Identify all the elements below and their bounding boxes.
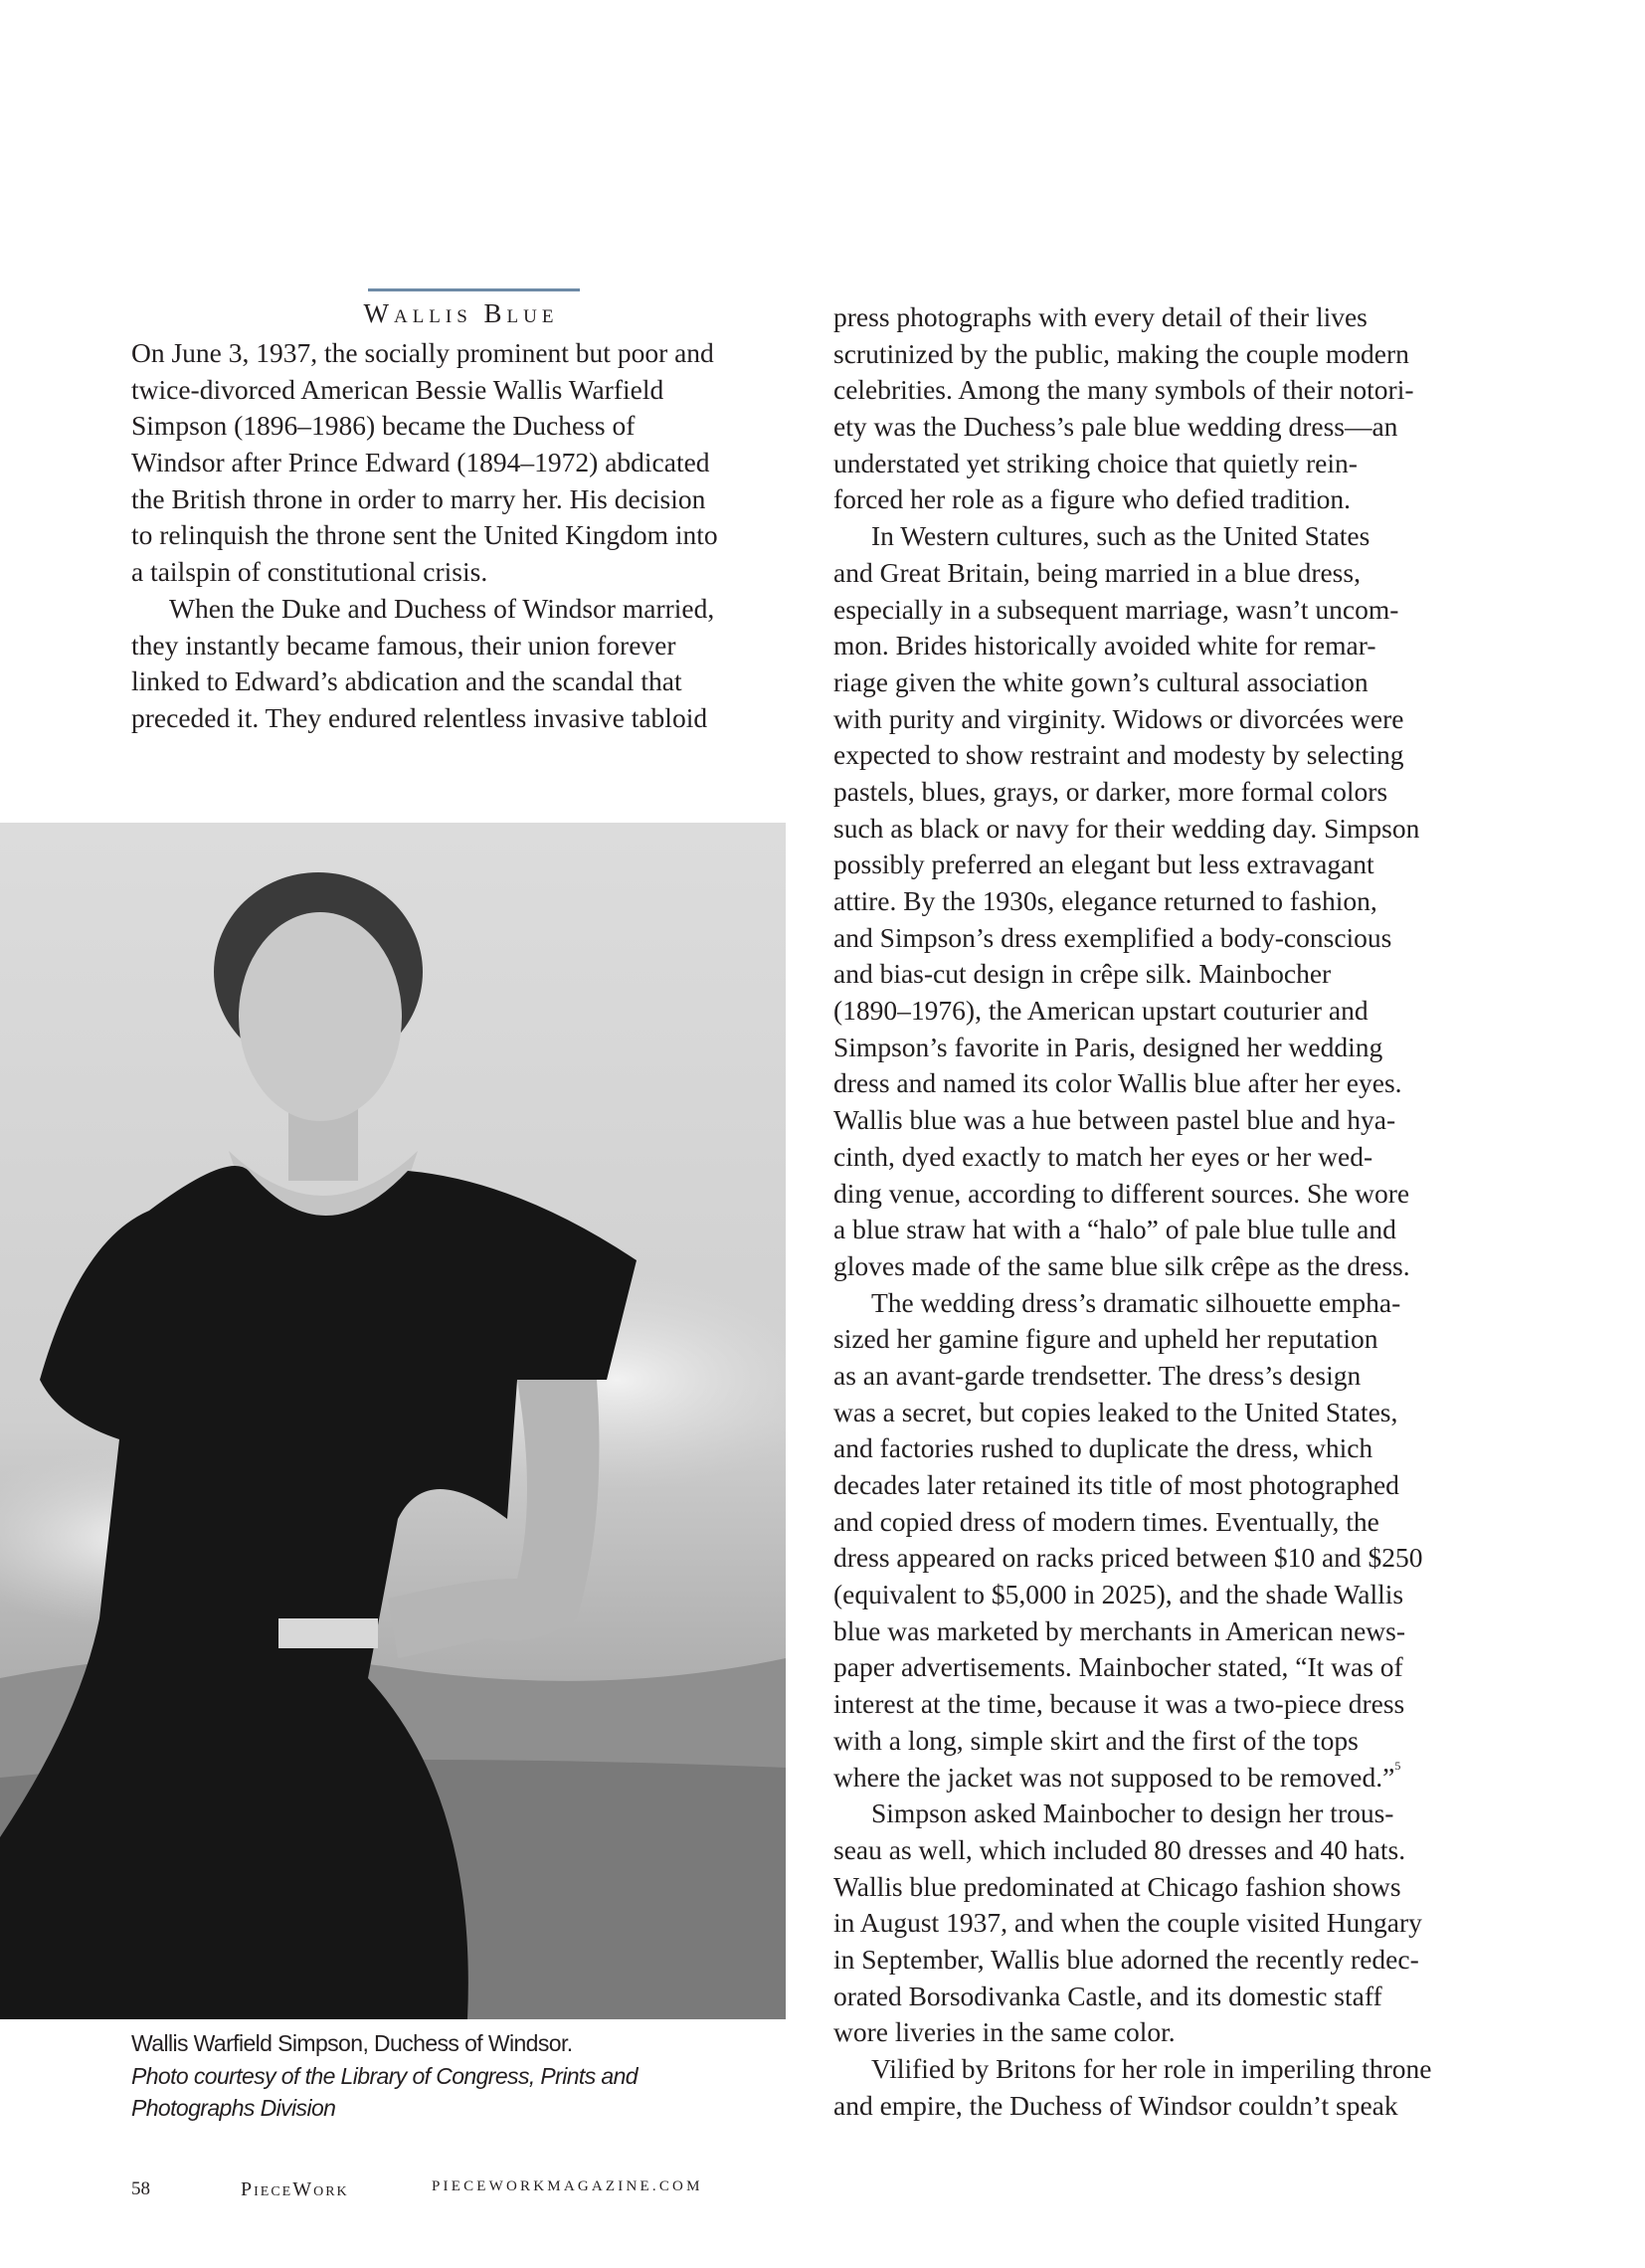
line-text: ding venue, according to different sources. She wore (833, 1177, 1410, 1209)
line-text: seau as well, which included 80 dresses and 40 hats. (833, 1833, 1406, 1865)
line-text: (equivalent to $5,000 in 2025), and the shade Wallis (833, 1579, 1404, 1610)
line-text: The wedding dress’s dramatic silhouette empha- (871, 1286, 1401, 1318)
text-line (131, 408, 798, 445)
text-line (833, 1212, 1500, 1248)
line-text: Simpson (1896–1986) became the Duchess of (131, 410, 636, 442)
magazine-url: PIECEWORKMAGAZINE.COM (432, 2178, 703, 2194)
text-line (833, 518, 1500, 555)
text-line (833, 737, 1500, 774)
line-text: and bias-cut design in crêpe silk. Mainbocher (833, 958, 1332, 990)
section-title: Wallis Blue (363, 298, 559, 328)
line-text: Windsor after Prince Edward (1894–1972) abdicated (131, 447, 710, 478)
text-line (833, 1176, 1500, 1213)
photo-caption (131, 2027, 638, 2125)
left-column (131, 335, 798, 737)
line-text: dress and named its color Wallis blue after her eyes. (833, 1067, 1402, 1099)
text-line (833, 2014, 1500, 2051)
photo-credit-line: Photographs Division (131, 2095, 336, 2121)
line-text: dress appeared on racks priced between $10 and $250 (833, 1542, 1423, 1574)
line-text: ety was the Duchess’s pale blue wedding dress—an (833, 411, 1398, 443)
line-text: Wallis blue was a hue between pastel blue and hya- (833, 1104, 1396, 1136)
magazine-name: PieceWork (241, 2178, 349, 2200)
line-text: especially in a subsequent marriage, wasn’t uncom- (833, 593, 1399, 625)
text-line (833, 555, 1500, 592)
line-text: orated Borsodivanka Castle, and its domestic staff (833, 1980, 1382, 2011)
text-line (833, 372, 1500, 409)
text-line (833, 2051, 1500, 2088)
line-text: the British throne in order to marry her. His decision (131, 482, 706, 514)
line-text: to relinquish the throne sent the United Kingdom into (131, 519, 718, 551)
footnote-marker: 5 (1394, 1758, 1401, 1773)
text-line (833, 1942, 1500, 1979)
text-line (833, 1321, 1500, 1358)
text-line (833, 1832, 1500, 1869)
text-line (833, 1869, 1500, 1906)
text-line (833, 1649, 1500, 1686)
text-line (833, 664, 1500, 701)
section-rule (368, 288, 580, 291)
text-line (833, 811, 1500, 848)
line-text: understated yet striking choice that quietly rein- (833, 447, 1358, 478)
line-text: possibly preferred an elegant but less extravagant (833, 849, 1374, 880)
line-text: Simpson’s favorite in Paris, designed her wedding (833, 1031, 1383, 1062)
line-text: scrutinized by the public, making the couple modern (833, 337, 1409, 369)
line-text: such as black or navy for their wedding day. Simpson (833, 812, 1420, 844)
line-text: as an avant-garde trendsetter. The dress’s design (833, 1359, 1362, 1391)
line-text: blue was marketed by merchants in American news- (833, 1614, 1406, 1646)
text-line (833, 299, 1500, 336)
line-text: in September, Wallis blue adorned the recently redec- (833, 1943, 1419, 1975)
text-line (833, 1102, 1500, 1139)
line-text: paper advertisements. Mainbocher stated, “It was of (833, 1651, 1403, 1683)
text-line (131, 481, 798, 518)
line-text: wore liveries in the same color. (833, 2016, 1176, 2048)
line-text: and copied dress of modern times. Eventually, the (833, 1505, 1379, 1537)
text-line (833, 481, 1500, 518)
text-line (833, 592, 1500, 629)
line-text: cinth, dyed exactly to match her eyes or her wed- (833, 1140, 1373, 1172)
line-text: and empire, the Duchess of Windsor couldn’t speak (833, 2089, 1398, 2121)
text-line (131, 628, 798, 664)
line-text: Wallis blue predominated at Chicago fashion shows (833, 1870, 1401, 1902)
line-text: with purity and virginity. Widows or divorcées were (833, 702, 1404, 734)
text-line (833, 956, 1500, 993)
line-text: forced her role as a figure who defied tradition. (833, 483, 1351, 515)
text-line (131, 663, 798, 700)
text-line (833, 1139, 1500, 1176)
line-text: riage given the white gown’s cultural association (833, 665, 1369, 697)
line-text: twice-divorced American Bessie Wallis Warfield (131, 373, 664, 405)
line-text: a blue straw hat with a “halo” of pale blue tulle and (833, 1214, 1396, 1245)
text-line (833, 446, 1500, 482)
line-text: where the jacket was not supposed to be removed.” (833, 1761, 1395, 1793)
text-line (833, 774, 1500, 811)
line-text: press photographs with every detail of their lives (833, 301, 1368, 332)
text-line (833, 1760, 1500, 1796)
line-text: (1890–1976), the American upstart couturier and (833, 995, 1369, 1027)
text-line (833, 409, 1500, 446)
text-line (131, 700, 798, 737)
line-text: Vilified by Britons for her role in imperiling throne (871, 2053, 1432, 2084)
line-text: and factories rushed to duplicate the dress, which (833, 1432, 1373, 1464)
line-text: pastels, blues, grays, or darker, more formal colors (833, 775, 1388, 807)
text-line (131, 517, 798, 554)
right-column (833, 299, 1500, 2124)
line-text: interest at the time, because it was a two-piece dress (833, 1688, 1405, 1720)
text-line (833, 1540, 1500, 1577)
line-text: mon. Brides historically avoided white for remar- (833, 630, 1376, 662)
text-line (131, 554, 798, 591)
text-line (833, 336, 1500, 373)
text-line (833, 1065, 1500, 1102)
line-text: gloves made of the same blue silk crêpe as the dress. (833, 1249, 1410, 1281)
line-text: and Great Britain, being married in a blue dress, (833, 556, 1361, 588)
text-line (131, 591, 798, 628)
photo-credit-line: Photo courtesy of the Library of Congress, Prints and (131, 2062, 638, 2089)
text-line (833, 1395, 1500, 1431)
line-text: and Simpson’s dress exemplified a body-conscious (833, 921, 1392, 953)
text-line (833, 1686, 1500, 1723)
text-line (833, 628, 1500, 664)
text-line (131, 372, 798, 409)
text-line (833, 1285, 1500, 1322)
text-line (833, 847, 1500, 883)
text-line (833, 1905, 1500, 1942)
text-line (833, 1358, 1500, 1395)
line-text: preceded it. They endured relentless invasive tabloid (131, 701, 708, 733)
line-text: expected to show restraint and modesty by selecting (833, 739, 1404, 771)
text-line (833, 1030, 1500, 1066)
text-line (833, 701, 1500, 738)
text-line (833, 1613, 1500, 1650)
line-text: a tailspin of constitutional crisis. (131, 556, 488, 588)
text-line (833, 1504, 1500, 1541)
caption-title: Wallis Warfield Simpson, Duchess of Windsor. (131, 2030, 573, 2056)
text-line (833, 1979, 1500, 2015)
line-text: in August 1937, and when the couple visited Hungary (833, 1907, 1422, 1939)
line-text: When the Duke and Duchess of Windsor married, (169, 592, 715, 624)
line-text: Simpson asked Mainbocher to design her trous- (871, 1797, 1394, 1829)
line-text: decades later retained its title of most photographed (833, 1469, 1399, 1500)
text-line (833, 1248, 1500, 1285)
text-line (833, 883, 1500, 920)
line-text: was a secret, but copies leaked to the United States, (833, 1396, 1398, 1427)
line-text: attire. By the 1930s, elegance returned to fashion, (833, 885, 1377, 916)
text-line (131, 335, 798, 372)
text-line (833, 1723, 1500, 1760)
text-line (833, 1577, 1500, 1613)
line-text: with a long, simple skirt and the first of the tops (833, 1724, 1359, 1756)
text-line (833, 993, 1500, 1030)
line-text: linked to Edward’s abdication and the scandal that (131, 665, 682, 697)
line-text: On June 3, 1937, the socially prominent but poor and (131, 337, 714, 368)
line-text: In Western cultures, such as the United States (871, 520, 1371, 552)
line-text: they instantly became famous, their union forever (131, 629, 676, 661)
line-text: celebrities. Among the many symbols of their notori- (833, 374, 1414, 406)
text-line (131, 445, 798, 481)
portrait-photo (0, 823, 786, 2019)
line-text: sized her gamine figure and upheld her reputation (833, 1323, 1378, 1355)
page-number: 58 (131, 2178, 150, 2199)
text-line (833, 1467, 1500, 1504)
text-line (833, 920, 1500, 957)
text-line (833, 1430, 1500, 1467)
text-line (833, 2088, 1500, 2125)
text-line (833, 1796, 1500, 1832)
